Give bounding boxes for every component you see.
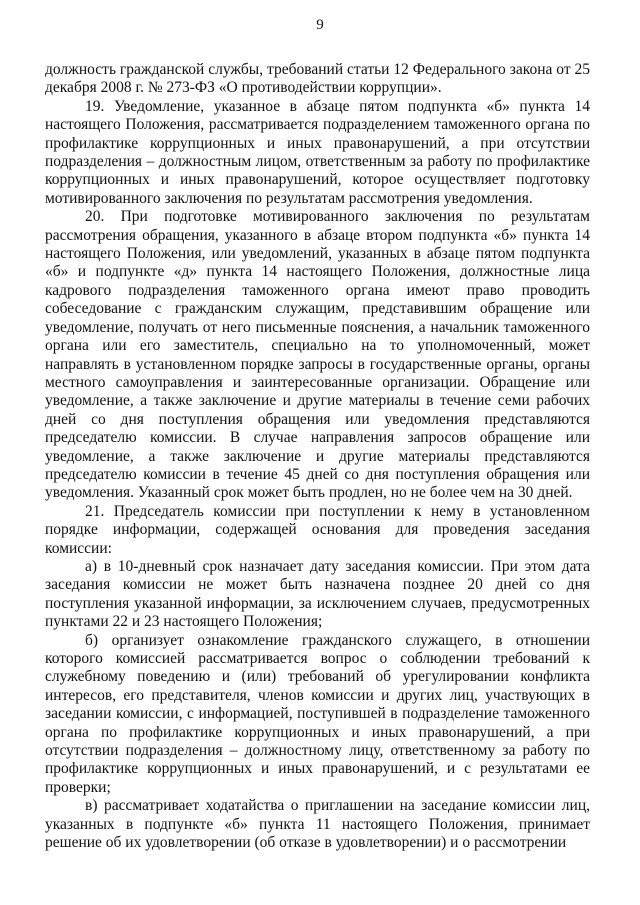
paragraph-continuation: должность гражданской службы, требований статьи 12 Федерального закона от 25 декабря 2008 г. № 273-ФЗ «О противодействии коррупции».: [45, 61, 590, 97]
paragraph-19: 19. Уведомление, указанное в абзаце пятом подпункта «б» пункта 14 настоящего Положения, рассматривается подразделением таможенного органа по профилактике коррупционных и иных правонарушений, а при отсутствии подразделения – должностным лицом, ответственным за работу по профилактике коррупционных и иных правонарушений, которое осуществляет подготовку мотивированного заключения по результатам рассмотрения уведомления.: [45, 97, 590, 207]
document-body: [45, 61, 590, 852]
subparagraph-v: в) рассматривает ходатайства о приглашении на заседание комиссии лиц, указанных в подпункте «б» пункта 11 настоящего Положения, принимает решение об их удовлетворении (об отказе в удовлетворении) и о рассмотрении: [45, 797, 590, 852]
page-number: 9: [316, 17, 324, 33]
subparagraph-a: а) в 10-дневный срок назначает дату заседания комиссии. При этом дата заседания комиссии не может быть назначена позднее 20 дней со дня поступления указанной информации, за исключением случаев, предусмотренных пунктами 22 и 23 настоящего Положения;: [45, 557, 590, 631]
subparagraph-b: б) организует ознакомление гражданского служащего, в отношении которого комиссией рассматривается вопрос о соблюдении требований к служебному поведению и (или) требований об урегулировании конфликта интересов, его представителя, членов комиссии и других лиц, участвующих в заседании комиссии, с информацией, поступившей в подразделение таможенного органа по профилактике коррупционных и иных правонарушений, а при отсутствии подразделения – должностному лицу, ответственному за работу по профилактике коррупционных и иных правонарушений, и с результатами ее проверки;: [45, 631, 590, 796]
paragraph-21: 21. Председатель комиссии при поступлении к нему в установленном порядке информации, содержащей основания для проведения заседания комиссии:: [45, 502, 590, 557]
paragraph-20: 20. При подготовке мотивированного заключения по результатам рассмотрения обращения, указанного в абзаце втором подпункта «б» пункта 14 настоящего Положения, или уведомлений, указанных в абзаце пятом подпункта «б» и подпункте «д» пункта 14 настоящего Положения, должностные лица кадрового подразделения таможенного органа имеют право проводить собеседование с гражданским служащим, представившим обращение или уведомление, получать от него письменные пояснения, а начальник таможенного органа или его заместитель, специально на то уполномоченный, может направлять в установленном порядке запросы в государственные органы, органы местного самоуправления и заинтересованные организации. Обращение или уведомление, а также заключение и другие материалы в течение семи рабочих дней со дня поступления обращения или уведомления представляются председателю комиссии. В случае направления запросов обращение или уведомление, а также заключение и другие материалы представляются председателю комиссии в течение 45 дней со дня поступления обращения или уведомления. Указанный срок может быть продлен, но не более чем на 30 дней.: [45, 208, 590, 502]
